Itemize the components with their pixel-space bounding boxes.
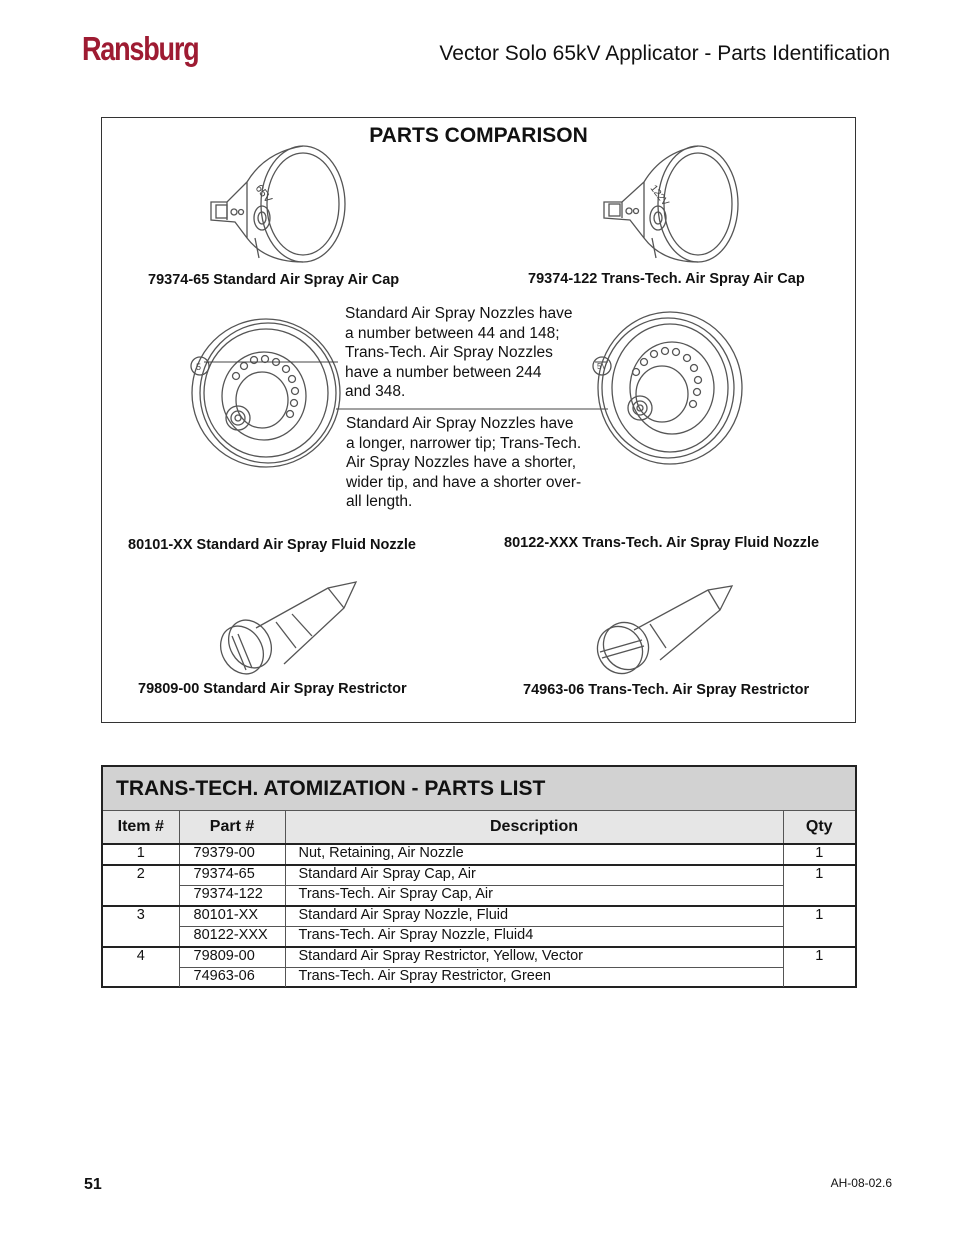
table-row: 1 79379-00 Nut, Retaining, Air Nozzle 1 xyxy=(103,844,855,865)
nozzle-number-note: Standard Air Spray Nozzles have a number between 44 and 148; Trans-Tech. Air Spray Nozzles have a number between 244 and 348. xyxy=(345,304,595,402)
table-row: 74963-06 Trans-Tech. Air Spray Restrictor, Green xyxy=(103,968,855,988)
parts-list-panel xyxy=(101,765,857,988)
transtech-fluid-nozzle-caption: 80122-XXX Trans-Tech. Air Spray Fluid Nozzle xyxy=(504,535,820,551)
column-header-description: Description xyxy=(285,811,783,844)
transtech-restrictor-illustration xyxy=(594,580,744,680)
document-title: Vector Solo 65kV Applicator - Parts Identification xyxy=(439,42,890,65)
column-header-part: Part # xyxy=(179,811,285,844)
parts-list-table xyxy=(103,811,855,987)
page-number: 51 xyxy=(84,1176,102,1193)
table-header-row xyxy=(103,811,855,844)
parts-comparison-panel xyxy=(101,117,856,723)
parts-comparison-heading: PARTS COMPARISON xyxy=(369,124,588,147)
transtech-fluid-nozzle-illustration xyxy=(588,308,748,468)
table-row: 3 80101-XX Standard Air Spray Nozzle, Fluid 1 xyxy=(103,906,855,927)
parts-list-title: TRANS-TECH. ATOMIZATION - PARTS LIST xyxy=(103,767,855,811)
standard-restrictor-caption: 79809-00 Standard Air Spray Restrictor xyxy=(138,681,407,697)
cap-122-marking: 122V xyxy=(647,183,671,209)
transtech-air-cap-caption: 79374-122 Trans-Tech. Air Spray Air Cap xyxy=(528,271,805,287)
table-row: 80122-XXX Trans-Tech. Air Spray Nozzle, Fluid4 xyxy=(103,927,855,948)
svg-text:5V: 5V xyxy=(597,362,607,371)
table-row: 79374-122 Trans-Tech. Air Spray Cap, Air xyxy=(103,886,855,907)
column-header-qty: Qty xyxy=(783,811,855,844)
nozzle-tip-note: Standard Air Spray Nozzles have a longer, narrower tip; Trans-Tech. Air Spray Nozzles have a shorter, wider tip, and have a shorter over- all length. xyxy=(346,414,601,512)
standard-air-cap-caption: 79374-65 Standard Air Spray Air Cap xyxy=(148,272,400,288)
brand-logo: Ransburg xyxy=(82,30,199,67)
standard-fluid-nozzle-caption: 80101-XX Standard Air Spray Fluid Nozzle xyxy=(128,537,416,553)
cap-65-marking: 65V xyxy=(252,182,275,206)
table-row: 4 79809-00 Standard Air Spray Restrictor, Yellow, Vector 1 xyxy=(103,947,855,968)
table-row: 2 79374-65 Standard Air Spray Cap, Air 1 xyxy=(103,865,855,886)
column-header-item: Item # xyxy=(103,811,179,844)
standard-restrictor-illustration xyxy=(216,578,366,678)
transtech-restrictor-caption: 74963-06 Trans-Tech. Air Spray Restrictor xyxy=(523,682,810,698)
standard-air-cap-illustration xyxy=(207,142,352,266)
transtech-air-cap-illustration xyxy=(600,142,745,266)
svg-text:5: 5 xyxy=(196,362,202,372)
document-code: AH-08-02.6 xyxy=(830,1176,892,1190)
